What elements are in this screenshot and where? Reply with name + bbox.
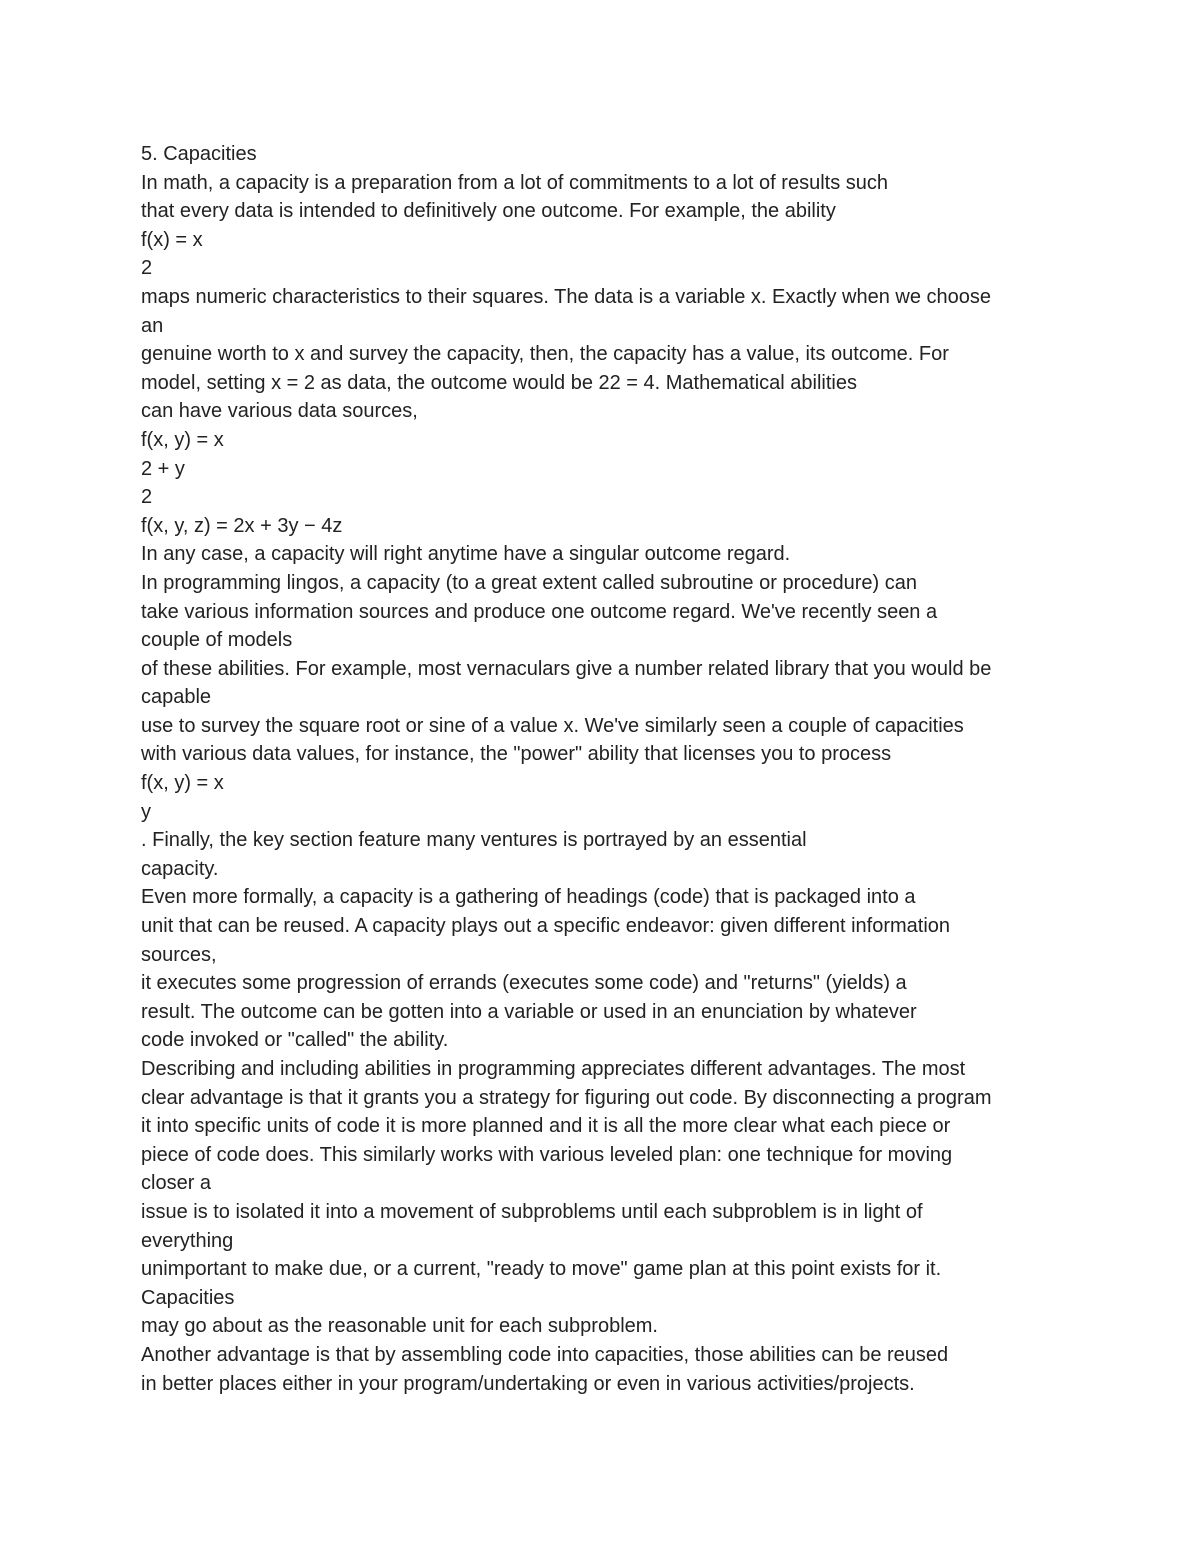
text-line: genuine worth to x and survey the capacity, then, the capacity has a value, its outcome. For — [141, 343, 949, 366]
text-line: Describing and including abilities in programming appreciates different advantages. The most — [141, 1058, 966, 1080]
text-line: closer a — [141, 1172, 212, 1195]
text-line: 2 + y — [141, 457, 185, 480]
text-line: an — [141, 314, 164, 337]
text-line: In programming lingos, a capacity (to a great extent called subroutine or procedure) can — [141, 571, 917, 594]
section-heading: 5. Capacities — [141, 143, 257, 165]
text-line: unimportant to make due, or a current, "ready to move" game plan at this point exists for it. — [141, 1258, 942, 1281]
text-line: code invoked or "called" the ability. — [141, 1029, 449, 1052]
text-line: maps numeric characteristics to their squares. The data is a variable x. Exactly when we choose — [141, 285, 992, 308]
text-line: couple of models — [141, 629, 293, 652]
text-line: use to survey the square root or sine of a value x. We've similarly seen a couple of capacities — [141, 714, 964, 737]
text-line: everything — [141, 1229, 234, 1252]
text-line: f(x, y) = x — [141, 428, 224, 451]
text-line: f(x, y) = x — [141, 772, 224, 795]
text-line: 2 — [141, 257, 153, 280]
document-body — [141, 140, 1081, 1398]
text-line: that every data is intended to definitively one outcome. For example, the ability — [141, 200, 836, 223]
text-line: unit that can be reused. A capacity plays out a specific endeavor: given different information — [141, 915, 951, 938]
text-line: y — [141, 800, 151, 823]
text-line: result. The outcome can be gotten into a variable or used in an enunciation by whatever — [141, 1000, 917, 1023]
text-line: sources, — [141, 943, 217, 966]
text-line: issue is to isolated it into a movement of subproblems until each subproblem is in light of — [141, 1200, 923, 1223]
text-line: In any case, a capacity will right anytime have a singular outcome regard. — [141, 543, 791, 566]
text-line: capacity. — [141, 857, 219, 880]
text-line: 2 — [141, 486, 153, 509]
text-line: f(x, y, z) = 2x + 3y − 4z — [141, 514, 343, 537]
text-line: model, setting x = 2 as data, the outcome would be 22 = 4. Mathematical abilities — [141, 371, 857, 394]
text-line: can have various data sources, — [141, 400, 418, 423]
text-line: capable — [141, 686, 212, 709]
text-line: it executes some progression of errands (executes some code) and "returns" (yields) a — [141, 972, 907, 995]
text-line: Another advantage is that by assembling code into capacities, those abilities can be reused — [141, 1343, 949, 1366]
text-line: with various data values, for instance, the "power" ability that licenses you to process — [141, 743, 892, 766]
text-line: clear advantage is that it grants you a strategy for figuring out code. By disconnecting a program — [141, 1086, 992, 1109]
text-line: take various information sources and produce one outcome regard. We've recently seen a — [141, 600, 938, 623]
text-line: may go about as the reasonable unit for each subproblem. — [141, 1315, 658, 1338]
text-line: of these abilities. For example, most vernaculars give a number related library that you would be — [141, 657, 992, 680]
text-line: . Finally, the key section feature many ventures is portrayed by an essential — [141, 829, 807, 852]
text-line: piece of code does. This similarly works with various leveled plan: one technique for moving — [141, 1143, 953, 1166]
text-line: Even more formally, a capacity is a gathering of headings (code) that is packaged into a — [141, 886, 916, 909]
text-line: f(x) = x — [141, 228, 203, 251]
text-line: in better places either in your program/undertaking or even in various activities/projects. — [141, 1372, 915, 1395]
text-line: Capacities — [141, 1286, 235, 1309]
text-line: it into specific units of code it is more planned and it is all the more clear what each piece or — [141, 1115, 951, 1138]
text-line: In math, a capacity is a preparation from a lot of commitments to a lot of results such — [141, 171, 888, 194]
